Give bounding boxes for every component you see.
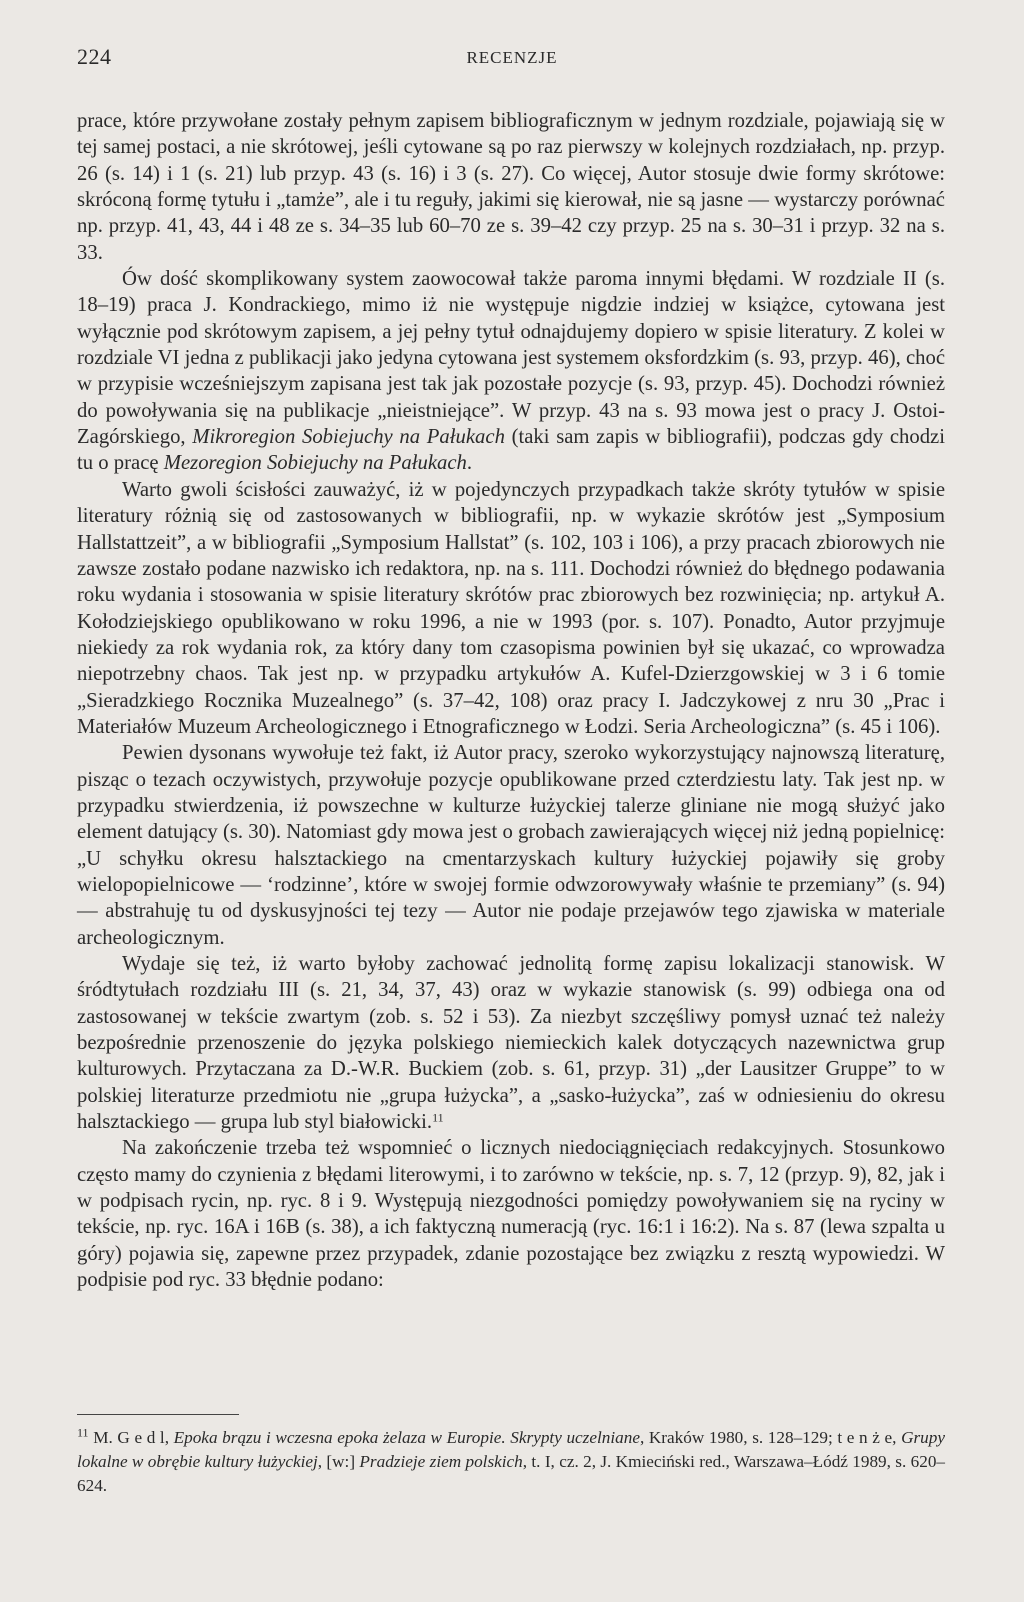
text-run: , Kraków 1980, s. 128–129; t e n ż e, <box>639 1428 902 1447</box>
italic-title: Mikroregion Sobiejuchy na Pałukach <box>192 426 505 449</box>
body-text <box>77 108 945 1293</box>
italic-title: Epoka brązu i wczesna epoka żelaza w Europie. Skrypty uczelniane <box>173 1428 640 1447</box>
running-head: RECENZJE <box>466 48 558 67</box>
text-run: Pewien dysonans wywołuje też fakt, iż Autor pracy, szeroko wykorzystujący najnowszą literaturę, pisząc o tezach oczywistych, przywołuje pozycje opublikowane przed czterdziestu laty. Tak jest np. w przypadku stwierdzenia, iż powszechne w kulturze łużyckiej talerze gliniane nie mogą służyć jako element datujący (s. 30). Natomiast gdy mowa jest o grobach zawierających więcej niż jedną popielnicę: „U schyłku okresu halsztackiego na cmentarzyskach kultury łużyckiej pojawiły się groby wielopopielnicowe — ‘rodzinne’, które w swojej formie odwzorowywały właśnie te przemiany” (s. 94) — abstrahuję tu od dyskusyjności tej tezy — Autor nie podaje przejawów tego zjawiska w materiale archeologicznym. <box>77 742 945 949</box>
paragraph <box>77 108 945 266</box>
text-run: M. G e d l, <box>88 1428 174 1447</box>
italic-title: Mezoregion Sobiejuchy na Pałukach <box>163 452 467 475</box>
paragraph <box>77 477 945 740</box>
paragraph <box>77 951 945 1135</box>
footnote-ref: 11 <box>77 1425 89 1440</box>
text-run: (taki sam zapis w bibliografii), podczas gdy chodzi tu o pracę <box>77 426 945 475</box>
text-run: Warto gwoli ścisłości zauważyć, iż w pojedynczych przypadkach także skróty tytułów w spisie literatury różnią się od zastosowanych w bibliografii, np. w wykazie skrótów jest „Symposium Hallstattzeit”, a w bibliografii „Symposium Hallstat” (s. 102, 103 i 106), a przy pracach zbiorowych nie zawsze zostało podane nazwisko ich redaktora, np. na s. 111. Dochodzi również do błędnego podawania roku wydania i stosowania w spisie literatury skrótów prac zbiorowych bez rozwinięcia; np. artykuł A. Kołodziejskiego opublikowano w roku 1996, a nie w 1993 (por. s. 107). Ponadto, Autor przyjmuje niekiedy za rok wydania rok, za który dany tom czasopisma powinien był się ukazać, co wprowadza niepotrzebny chaos. Tak jest np. w przypadku artykułów A. Kufel-Dzierzgowskiej w 3 i 6 tomie „Sieradzkiego Rocznika Muzealnego” (s. 37–42, 108) oraz pracy I. Jadczykowej z nru 30 „Prac i Materiałów Muzeum Archeologicznego i Etnograficznego w Łodzi. Seria Archeologiczna” (s. 45 i 106). <box>77 478 945 738</box>
footnote-11 <box>77 1426 945 1498</box>
italic-title: Grupy lokalne w obrębie kultury łużyckiej <box>77 1428 945 1471</box>
paragraph <box>77 1135 945 1293</box>
text-run: , t. I, cz. 2, J. Kmieciński red., Warszawa–Łódź 1989, s. 620–624. <box>77 1452 946 1495</box>
text-run: prace, które przywołane zostały pełnym zapisem bibliograficznym w jednym rozdziale, pojawiają się w tej samej postaci, a nie skrótowej, jeśli cytowane są po raz pierwszy w kolejnych rozdziałach, np. przyp. 26 (s. 14) i 1 (s. 21) lub przyp. 43 (s. 16) i 3 (s. 27). Co więcej, Autor stosuje dwie formy skrótowe: skróconą formę tytułu i „tamże”, ale i tu reguły, jakimi się kierował, nie są jasne — wystarczy porównać np. przyp. 41, 43, 44 i 48 ze s. 34–35 lub 60–70 ze s. 39–42 czy przyp. 25 na s. 30–31 i przyp. 32 na s. 33. <box>77 110 945 264</box>
page-number: 224 <box>77 44 112 69</box>
paragraph <box>77 740 945 951</box>
paragraph <box>77 266 945 477</box>
text-run: . <box>466 452 473 475</box>
footnote-rule <box>77 1414 239 1415</box>
text-run: , [w:] <box>317 1452 360 1471</box>
text-run: Wydaje się też, iż warto byłoby zachować jednolitą formę zapisu lokalizacji stanowisk. W śródtytułach rozdziału III (s. 21, 34, 37, 43) oraz w wykazie stanowisk (s. 99) odbiega ona od zastosowanej w tekście zwartym (zob. s. 52 i 53). Za niezbyt szczęśliwy pomysł uznać też należy bezpośrednie przenoszenie do języka polskiego niemieckich kalek dotyczących nazewnictwa grup kulturowych. Przytaczana za D.-W.R. Buckiem (zob. s. 61, przyp. 31) „der Lausitzer Gruppe” to w polskiej literaturze przedmiotu nie „grupa łużycka”, a „sasko-łużycka”, zaś w odniesieniu do okresu halsztackiego — grupa lub styl białowicki. <box>77 953 945 1134</box>
text-run: Ów dość skomplikowany system zaowocował także paroma innymi błędami. W rozdziale II (s. 18–19) praca J. Kondrackiego, mimo iż nie występuje nigdzie indziej w książce, cytowana jest wyłącznie pod skrótowym zapisem, a jej pełny tytuł odnajdujemy dopiero w spisie literatury. Z kolei w rozdziale VI jedna z publikacji jako jedyna cytowana jest systemem oksfordzkim (s. 93, przyp. 46), choć w przypisie wcześniejszym zapisana jest tak jak pozostałe pozycje (s. 93, przyp. 45). Dochodzi również do powoływania się na publikacje „nieistniejące”. W przyp. 43 na s. 93 mowa jest o pracy J. Ostoi-Zagórskiego, <box>77 268 945 449</box>
italic-title: Pradzieje ziem polskich <box>359 1452 523 1471</box>
text-run: Na zakończenie trzeba też wspomnieć o licznych niedociągnięciach redakcyjnych. Stosunkowo często mamy do czynienia z błędami literowymi, i to zarówno w tekście, np. s. 7, 12 (przyp. 9), 82, jak i w podpisach rycin, np. ryc. 8 i 9. Występują niezgodności pomiędzy powoływaniem się na ryciny w tekście, np. ryc. 16A i 16B (s. 38), a ich faktyczną numeracją (ryc. 16:1 i 16:2). Na s. 87 (lewa szpalta u góry) pojawia się, zapewne przez przypadek, zdanie pozostające bez związku z resztą wypowiedzi. W podpisie pod ryc. 33 błędnie podano: <box>77 1137 945 1292</box>
footnote-ref: 11 <box>432 1110 444 1125</box>
